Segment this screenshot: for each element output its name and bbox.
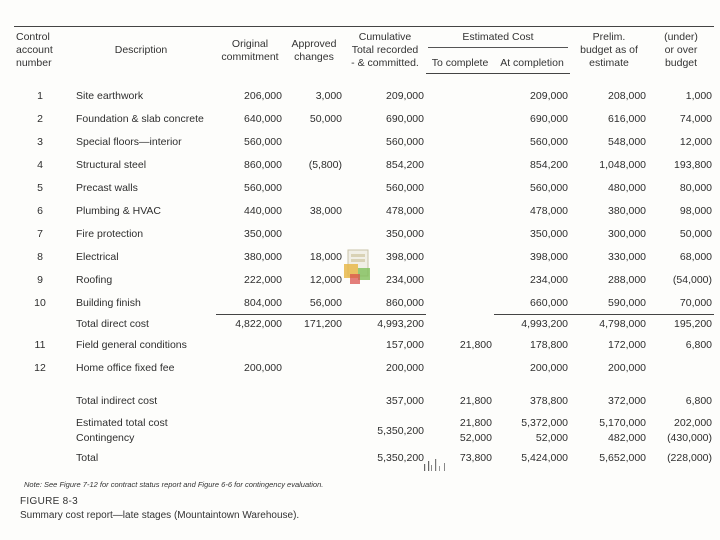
cumulative-recorded: 860,000 — [344, 291, 426, 315]
approved-changes: 38,000 — [309, 204, 342, 217]
approved-changes — [284, 130, 344, 153]
table-row — [14, 176, 714, 199]
description: Special floors—interior — [76, 135, 182, 148]
description: Field general conditions — [76, 338, 187, 351]
description: Foundation & slab concrete — [76, 112, 204, 125]
header-original-commitment: Original commitment — [216, 27, 284, 74]
total-indirect-prelim: 372,000 — [608, 394, 647, 407]
header-prelim-budget: Prelim. budget as of estimate — [570, 27, 648, 74]
at-completion: 178,800 — [530, 338, 569, 351]
under-over-budget: 12,000 — [679, 135, 713, 148]
original-commitment — [216, 333, 284, 356]
table-row — [14, 333, 714, 356]
office-document-icon — [342, 246, 374, 288]
account-number: 8 — [37, 250, 43, 263]
at-completion: 200,000 — [530, 361, 569, 374]
account-number: 11 — [34, 338, 46, 351]
to-complete — [426, 107, 494, 130]
grand-total-row — [14, 446, 714, 469]
approved-changes: 56,000 — [284, 291, 344, 315]
total-indirect-to-complete: 21,800 — [459, 394, 492, 407]
prelim-budget: 208,000 — [608, 89, 647, 102]
description: Roofing — [76, 273, 113, 286]
original-commitment: 206,000 — [244, 89, 282, 102]
at-completion: 560,000 — [530, 135, 569, 148]
description: Structural steel — [76, 158, 147, 171]
total-direct-cumulative: 4,993,200 — [377, 318, 424, 330]
estimated-total-prelim: 5,170,000 482,000 — [599, 417, 647, 444]
to-complete — [426, 291, 494, 315]
under-over-budget: 70,000 — [648, 291, 714, 315]
prelim-budget: 288,000 — [608, 273, 647, 286]
to-complete — [426, 84, 494, 107]
under-over-budget: 6,800 — [685, 338, 713, 351]
prelim-budget: 380,000 — [608, 204, 647, 217]
at-completion: 478,000 — [530, 204, 569, 217]
to-complete — [426, 356, 494, 379]
grand-total-label: Total — [76, 451, 99, 464]
approved-changes — [284, 356, 344, 379]
under-over-budget — [648, 356, 714, 379]
under-over-budget: (54,000) — [672, 273, 713, 286]
original-commitment: 200,000 — [244, 361, 282, 374]
at-completion: 854,200 — [530, 158, 569, 171]
description: Fire protection — [76, 227, 144, 240]
grand-total-prelim: 5,652,000 — [599, 451, 647, 464]
prelim-budget: 172,000 — [608, 338, 647, 351]
grand-total-under-over: (228,000) — [667, 451, 713, 464]
total-indirect-row — [14, 389, 714, 412]
total-indirect-label: Total indirect cost — [76, 394, 158, 407]
to-complete: 21,800 — [459, 338, 492, 351]
at-completion: 350,000 — [530, 227, 569, 240]
original-commitment: 222,000 — [244, 273, 282, 286]
description: Building finish — [76, 296, 141, 309]
cumulative-recorded: 560,000 — [386, 135, 424, 148]
original-commitment: 350,000 — [244, 227, 282, 240]
original-commitment: 640,000 — [244, 112, 282, 125]
total-direct-original: 4,822,000 — [235, 318, 282, 330]
header-cumulative: Cumulative Total recorded - & committed. — [344, 27, 426, 74]
account-number: 6 — [37, 204, 43, 217]
account-number: 7 — [37, 227, 43, 240]
under-over-budget: 1,000 — [685, 89, 713, 102]
approved-changes: 50,000 — [309, 112, 342, 125]
at-completion: 209,000 — [530, 89, 569, 102]
at-completion: 560,000 — [530, 181, 569, 194]
cumulative-recorded: 200,000 — [386, 361, 424, 374]
table-row — [14, 356, 714, 379]
prelim-budget: 480,000 — [608, 181, 647, 194]
table-row — [14, 130, 714, 153]
total-direct-approved: 171,200 — [304, 318, 342, 330]
prelim-budget: 548,000 — [608, 135, 647, 148]
cumulative-recorded: 350,000 — [386, 227, 424, 240]
original-commitment: 560,000 — [244, 135, 282, 148]
approved-changes: (5,800) — [308, 158, 342, 171]
header-to-complete: To complete — [426, 57, 494, 74]
table-row — [14, 199, 714, 222]
to-complete — [426, 268, 494, 291]
to-complete — [426, 176, 494, 199]
cumulative-recorded: 209,000 — [386, 89, 424, 102]
header-control-account: Control account number — [14, 27, 66, 74]
original-commitment: 860,000 — [244, 158, 282, 171]
approved-changes: 12,000 — [309, 273, 342, 286]
at-completion: 398,000 — [530, 250, 569, 263]
header-under-over-budget: (under) or over budget — [648, 27, 714, 74]
total-direct-under-over: 195,200 — [674, 318, 713, 330]
to-complete — [426, 153, 494, 176]
description: Home office fixed fee — [76, 361, 175, 374]
account-number: 9 — [37, 273, 43, 286]
cumulative-recorded: 690,000 — [386, 112, 424, 125]
prelim-budget: 1,048,000 — [599, 158, 647, 171]
table-row — [14, 222, 714, 245]
original-commitment: 560,000 — [244, 181, 282, 194]
prelim-budget: 590,000 — [570, 291, 648, 315]
account-number: 10 — [34, 296, 46, 309]
at-completion: 660,000 — [494, 291, 570, 315]
table-row — [14, 291, 714, 315]
grand-total-cumulative: 5,350,200 — [377, 451, 424, 464]
table-header-row — [14, 27, 714, 58]
grand-total-at-completion: 5,424,000 — [521, 451, 569, 464]
prelim-budget: 200,000 — [608, 361, 647, 374]
cumulative-recorded: 157,000 — [386, 338, 424, 351]
cumulative-recorded: 560,000 — [386, 181, 424, 194]
prelim-budget: 330,000 — [608, 250, 647, 263]
estimated-total-label: Estimated total cost Contingency — [76, 417, 168, 444]
estimated-total-under-over: 202,000 (430,000) — [667, 417, 713, 444]
account-number: 12 — [34, 361, 46, 374]
description: Precast walls — [76, 181, 138, 194]
table-row — [14, 107, 714, 130]
at-completion: 234,000 — [530, 273, 569, 286]
total-indirect-under-over: 6,800 — [685, 394, 713, 407]
approved-changes — [284, 222, 344, 245]
table-row — [14, 84, 714, 107]
cumulative-recorded: 398,000 — [386, 250, 424, 263]
original-commitment: 440,000 — [244, 204, 282, 217]
cumulative-recorded: 478,000 — [386, 204, 424, 217]
header-estimated-cost: Estimated Cost — [426, 27, 570, 58]
to-complete — [426, 245, 494, 268]
description: Electrical — [76, 250, 119, 263]
under-over-budget: 50,000 — [679, 227, 713, 240]
cumulative-recorded: 234,000 — [386, 273, 424, 286]
grand-total-to-complete: 73,800 — [459, 451, 492, 464]
to-complete — [426, 199, 494, 222]
estimated-total-to-complete: 21,800 52,000 — [459, 417, 492, 444]
account-number: 1 — [37, 89, 43, 102]
approved-changes: 3,000 — [315, 89, 342, 102]
under-over-budget: 193,800 — [674, 158, 713, 171]
approved-changes: 18,000 — [309, 250, 342, 263]
figure-caption: Summary cost report—late stages (Mountaintown Warehouse). — [20, 510, 300, 521]
estimated-total-at-completion: 5,372,000 52,000 — [521, 417, 569, 444]
total-direct-label: Total direct cost — [76, 317, 149, 330]
header-at-completion: At completion — [494, 57, 570, 74]
account-number: 4 — [37, 158, 43, 171]
estimated-total-row — [14, 412, 714, 446]
description: Plumbing & HVAC — [76, 204, 162, 217]
approved-changes — [284, 176, 344, 199]
total-direct-at-completion: 4,993,200 — [521, 318, 569, 330]
figure-label: FIGURE 8-3 — [20, 496, 79, 507]
total-indirect-at-completion: 378,800 — [530, 394, 569, 407]
cumulative-recorded: 854,200 — [386, 158, 424, 171]
estimated-total-cumulative: 5,350,200 — [377, 424, 424, 437]
original-commitment: 380,000 — [244, 250, 282, 263]
table-row — [14, 153, 714, 176]
header-approved-changes: Approved changes — [284, 27, 344, 74]
scan-noise-icon — [420, 456, 460, 474]
at-completion: 690,000 — [530, 112, 569, 125]
account-number: 2 — [37, 112, 43, 125]
account-number: 5 — [37, 181, 43, 194]
prelim-budget: 300,000 — [608, 227, 647, 240]
footnote: Note: See Figure 7-12 for contract status report and Figure 6-6 for contingency evaluation. — [24, 480, 324, 489]
prelim-budget: 616,000 — [608, 112, 647, 125]
total-direct-prelim: 4,798,000 — [599, 318, 647, 330]
under-over-budget: 74,000 — [679, 112, 713, 125]
account-number: 3 — [37, 135, 43, 148]
total-direct-row — [14, 315, 714, 334]
to-complete — [426, 222, 494, 245]
original-commitment: 804,000 — [216, 291, 284, 315]
to-complete — [426, 130, 494, 153]
total-indirect-cumulative: 357,000 — [386, 394, 424, 407]
under-over-budget: 98,000 — [679, 204, 713, 217]
description: Site earthwork — [76, 89, 144, 102]
approved-changes — [284, 333, 344, 356]
under-over-budget: 80,000 — [679, 181, 713, 194]
under-over-budget: 68,000 — [679, 250, 713, 263]
header-description: Description — [66, 27, 216, 74]
